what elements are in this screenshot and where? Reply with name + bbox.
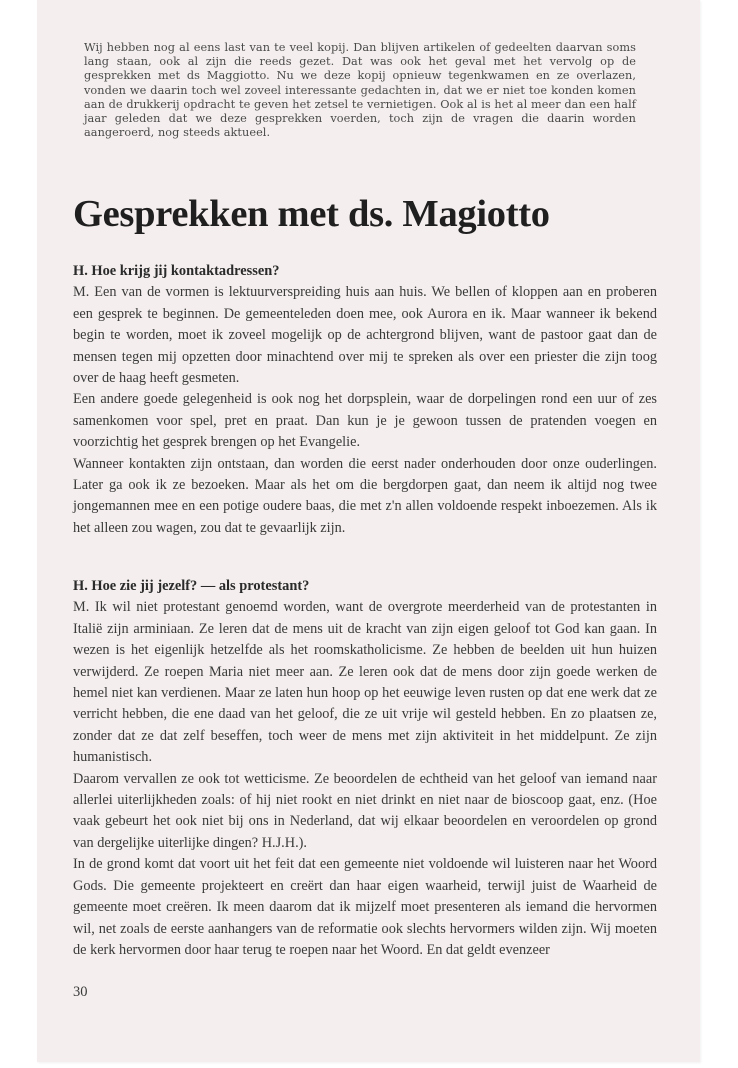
question-heading: H. Hoe zie jij jezelf? — als protestant? (73, 578, 310, 594)
interview-section (73, 261, 657, 539)
answer-paragraph: M. Ik wil niet protestant genoemd worden, want de overgrote meerderheid van de protestanten in Italië zijn arminiaan. Ze leren dat de mens uit de kracht van zijn eigen geloof tot God kan gaan. In wezen is het eigenlijk hetzelfde als het roomskatholicisme. Ze hebben de beelden uit hun huizen verwijderd. Ze roepen Maria niet meer aan. Ze leren ook dat de mens door zijn goede werken de hemel niet kan verdienen. Maar ze laten hun hoop op het eeuwige leven rusten op dat ene werk dat ze verricht hebben, die ene daad van het geloof, die ze uit vrije wil gesteld hebben. En zo plaatsen ze, zonder dat ze dat zelf beseffen, toch weer de mens met zijn aktiviteit in het middelpunt. Ze zijn humanistisch. (73, 599, 657, 766)
answer-paragraph: In de grond komt dat voort uit het feit dat een gemeente niet voldoende wil luisteren naar het Woord Gods. Die gemeente projekteert en creërt dan haar eigen waarheid, terwijl juist de Waarheid de gemeente moet creëren. Ik meen daarom dat ik mijzelf moet presenteren als iemand die hervormen wil, net zoals de eerste aanhangers van de reformatie ook slechts hervormers wilden zijn. Wij moeten de kerk hervormen door haar terug te roepen naar het Woord. En dat geldt evenzeer (73, 856, 657, 958)
book-page (37, 0, 700, 1062)
answer-paragraph: Wanneer kontakten zijn ontstaan, dan worden die eerst nader onderhouden door onze ouderlingen. Later ga ook ik ze bezoeken. Maar als het om die bergdorpen gaat, dan neem ik altijd nog twee jongemannen mee en een potige oudere baas, die met z'n allen voldoende respekt inboezemen. Als ik het alleen zou wagen, zou dat te gevaarlijk zijn. (73, 455, 657, 536)
answer-paragraph: Daarom vervallen ze ook tot wetticisme. Ze beoordelen de echtheid van het geloof van iemand naar allerlei uiterlijkheden zoals: of hij niet rookt en niet drinkt en niet naar de bioscoop gaat, enz. (Hoe vaak gebeurt het ook niet bij ons in Nederland, dat wij elkaar beoordelen en veroordelen op grond van dergelijke uiterlijke dingen? H.J.H.). (73, 770, 657, 851)
answer-paragraph: M. Een van de vormen is lektuurverspreiding huis aan huis. We bellen of kloppen aan en proberen een gesprek te beginnen. De gemeenteleden doen mee, ook Aurora en ik. Maar wanneer ik bekend begin te worden, moet ik zoveel mogelijk op de achtergrond blijven, want de pastoor gaat dan de mensen tegen mij opzetten door minachtend over mij te spreken als over een priester die zijn toog over de haag heeft gesmeten. (73, 284, 657, 387)
question-heading: H. Hoe krijg jij kontaktadressen? (73, 263, 280, 279)
interview-section (73, 576, 657, 961)
editorial-intro: Wij hebben nog al eens last van te veel kopij. Dan blijven artikelen of gedeelten daarvan soms lang staan, ook al zijn die reeds gezet. Dat was ook het geval met het vervolg op de gesprekken met ds Maggiotto. Nu we deze kopij opnieuw tegenkwamen en ze overlazen, vonden we daarin toch wel zoveel interessante gedachten in, dat we er niet toe konden komen aan de drukkerij opdracht te geven het zetsel te vernietigen. Ook al is het al meer dan een half jaar geleden dat we deze gesprekken voerden, toch zijn de vragen die daarin worden aangeroerd, nog steeds aktueel. (84, 41, 636, 140)
article-title: Gesprekken met ds. Magiotto (73, 193, 550, 235)
answer-paragraph: Een andere goede gelegenheid is ook nog het dorpsplein, waar de dorpelingen rond een uur of zes samenkomen voor spel, pret en praat. Dan kun je je gewoon tussen de pratenden voegen en voorzichtig het gesprek brengen op het Evangelie. (73, 391, 657, 451)
page-number: 30 (73, 984, 88, 1000)
